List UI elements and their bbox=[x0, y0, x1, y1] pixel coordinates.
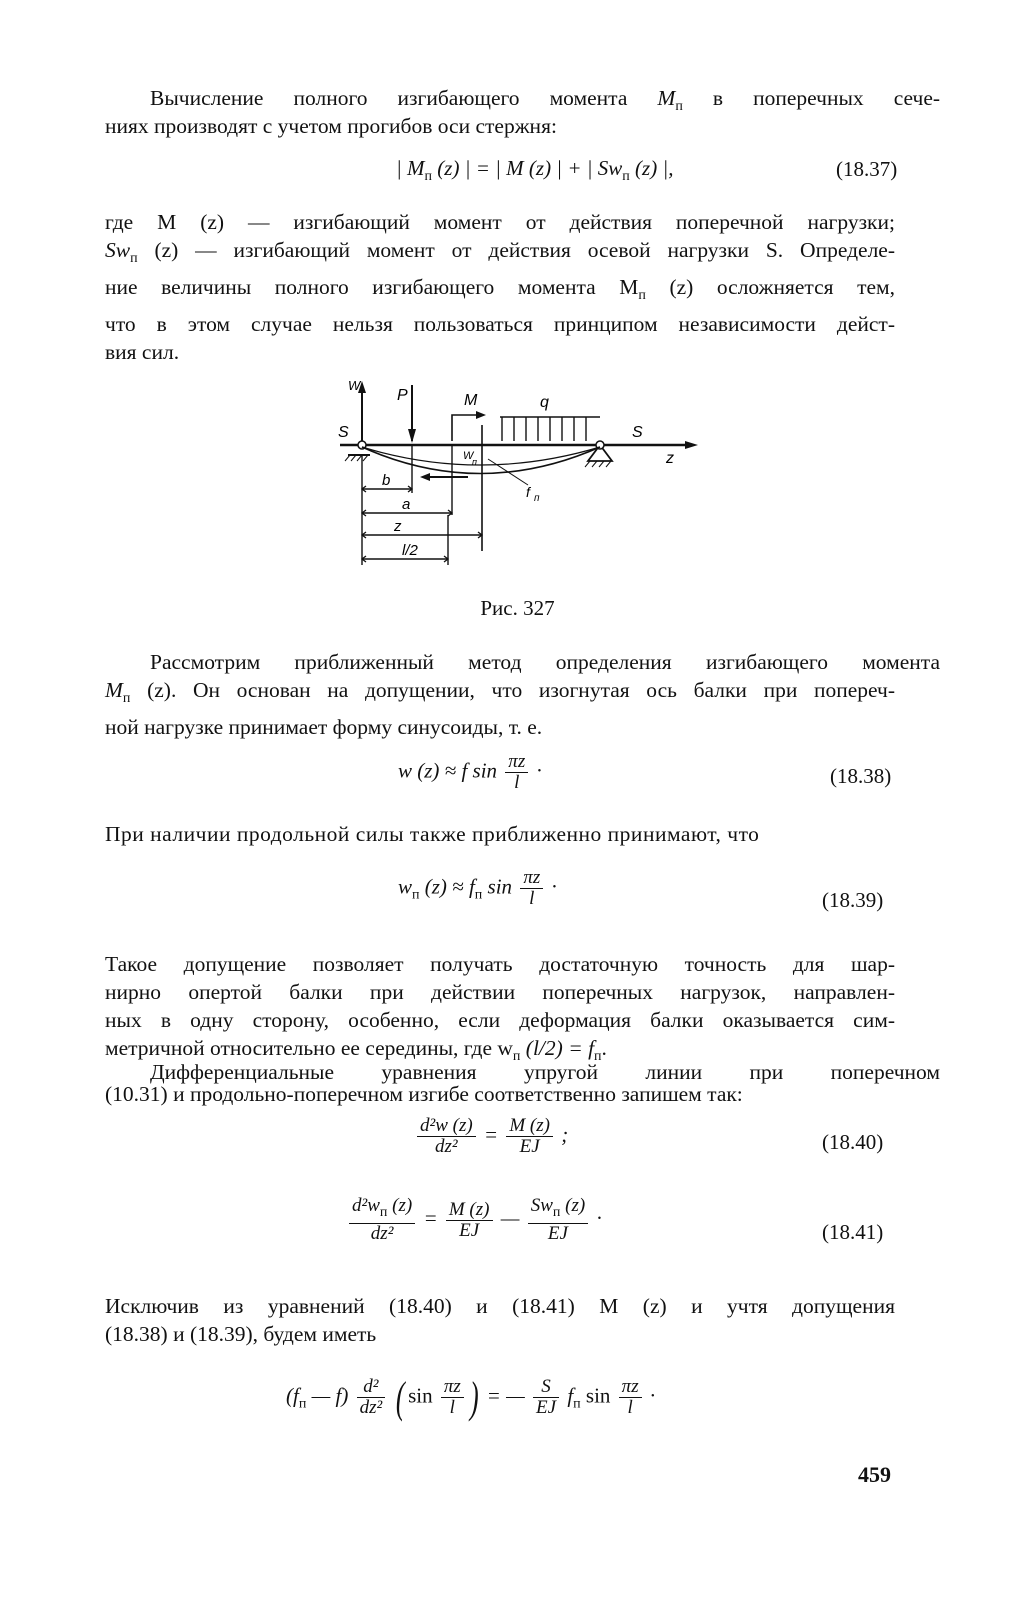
numerator: πz bbox=[441, 1377, 464, 1398]
subscript: п bbox=[573, 1396, 581, 1412]
numerator: S bbox=[533, 1377, 559, 1398]
denominator: l bbox=[529, 888, 535, 909]
symbol-M: M bbox=[657, 86, 676, 110]
subscript: п bbox=[638, 288, 646, 303]
arrow-head bbox=[420, 473, 430, 481]
label-fn: f bbox=[526, 484, 530, 500]
eq-part: · bbox=[551, 874, 557, 899]
paragraph-1-cont bbox=[105, 112, 895, 140]
fraction bbox=[446, 1200, 493, 1241]
fraction bbox=[528, 1196, 589, 1244]
text-line: (l/2) = f bbox=[525, 1036, 595, 1060]
label-b: b bbox=[382, 472, 391, 489]
equation-18-37 bbox=[396, 156, 673, 185]
numerator bbox=[349, 1196, 415, 1224]
fraction bbox=[505, 752, 528, 793]
eq-part: ; bbox=[561, 1122, 569, 1147]
right-paren: ) bbox=[469, 1373, 479, 1422]
text-line: Дифференциальные уравнения упругой линии при поперечном bbox=[150, 1060, 940, 1084]
equation-18-40 bbox=[414, 1116, 568, 1157]
label-a: a bbox=[402, 496, 411, 513]
deflection-curve-2 bbox=[362, 447, 600, 465]
fraction bbox=[349, 1196, 415, 1244]
subscript: п bbox=[622, 169, 630, 184]
moment-m bbox=[452, 415, 480, 441]
subscript: п bbox=[379, 1205, 388, 1220]
equation-final bbox=[286, 1372, 655, 1423]
text-line: При наличии продольной силы также приближенно принимают, что bbox=[105, 822, 760, 846]
subscript: п bbox=[412, 887, 420, 903]
numerator: πz bbox=[619, 1377, 642, 1398]
eq-part: f bbox=[567, 1383, 574, 1408]
eq-part: (z) ≈ f bbox=[424, 874, 475, 899]
label-p: P bbox=[397, 387, 408, 404]
numerator: d²w (z) bbox=[417, 1116, 476, 1137]
eq-part: — bbox=[500, 1205, 520, 1230]
eq-part: sin bbox=[487, 874, 513, 899]
text-line: вия сил. bbox=[105, 340, 180, 364]
eq-part: (z) | = | M (z) | + | Sw bbox=[437, 156, 623, 180]
eq-part: — f) bbox=[311, 1383, 349, 1408]
fraction bbox=[506, 1116, 553, 1157]
fraction bbox=[441, 1377, 464, 1418]
subscript: п bbox=[594, 1049, 602, 1064]
eq-part: (f bbox=[286, 1383, 299, 1408]
eq-part: d²w bbox=[352, 1195, 380, 1216]
axis-arrow bbox=[685, 441, 698, 449]
denominator: l bbox=[627, 1397, 633, 1418]
text-line: . bbox=[601, 1036, 607, 1060]
label-l2: l/2 bbox=[402, 542, 418, 559]
denominator: l bbox=[449, 1397, 455, 1418]
subscript: п bbox=[122, 691, 131, 706]
beam-diagram bbox=[330, 375, 700, 585]
eq-part: (z) bbox=[565, 1195, 586, 1216]
paragraph-4 bbox=[105, 820, 895, 848]
equation-number: (18.37) bbox=[836, 157, 898, 181]
paragraph-7 bbox=[105, 1292, 895, 1348]
eq-part: sin bbox=[408, 1383, 433, 1408]
equation-18-38 bbox=[398, 752, 542, 793]
load-arrows bbox=[502, 417, 586, 441]
fraction bbox=[533, 1377, 559, 1418]
eq-part: w (z) ≈ f sin bbox=[398, 758, 498, 783]
text-line: ниях производят с учетом прогибов оси стержня: bbox=[105, 114, 557, 138]
subscript: п bbox=[298, 1396, 307, 1412]
label-wn-sub: п bbox=[472, 457, 477, 467]
numerator: M (z) bbox=[446, 1200, 493, 1221]
label-z-axis: z bbox=[666, 450, 674, 467]
paragraph-3 bbox=[105, 648, 940, 676]
page-number: 459 bbox=[858, 1462, 891, 1487]
fraction bbox=[357, 1377, 386, 1418]
eq-part: = bbox=[483, 1122, 499, 1147]
label-w: W bbox=[348, 378, 361, 393]
subscript: п bbox=[474, 887, 483, 903]
force-p-arrow bbox=[408, 429, 416, 443]
equation-18-41 bbox=[346, 1196, 602, 1244]
label-fn-sub: п bbox=[534, 493, 540, 504]
eq-part: (z) |, bbox=[635, 156, 674, 180]
eq-part: = — bbox=[486, 1383, 525, 1408]
equation-number: (18.41) bbox=[822, 1220, 884, 1244]
fraction bbox=[417, 1116, 476, 1157]
equation-number: (18.39) bbox=[822, 888, 884, 912]
subscript: п bbox=[130, 251, 138, 266]
label-m: M bbox=[464, 392, 478, 409]
deflection-curve-1 bbox=[362, 447, 600, 474]
text-line: Исключив из уравнений (18.40) и (18.41) M (z) и учтя допущения bbox=[105, 1294, 895, 1318]
eq-part: Sw bbox=[530, 1195, 553, 1216]
eq-part: · bbox=[536, 758, 542, 783]
numerator: πz bbox=[520, 868, 543, 889]
numerator: πz bbox=[505, 752, 528, 773]
eq-part: (z) bbox=[392, 1195, 413, 1216]
eq-part: w bbox=[398, 874, 413, 899]
eq-part: | M bbox=[396, 156, 425, 180]
eq-part: · bbox=[649, 1383, 656, 1408]
symbol: Sw bbox=[105, 238, 131, 262]
moment-arrow bbox=[476, 411, 486, 419]
equation-number: (18.40) bbox=[822, 1130, 884, 1154]
denominator: dz² bbox=[370, 1223, 394, 1244]
equation-number: (18.38) bbox=[830, 764, 892, 788]
numerator: d² bbox=[357, 1377, 386, 1398]
denominator: dz² bbox=[359, 1397, 383, 1418]
numerator bbox=[528, 1196, 589, 1224]
denominator: EJ bbox=[547, 1223, 568, 1244]
label-s-left: S bbox=[338, 424, 349, 441]
text-line: Вычисление полного изгибающего момента bbox=[150, 86, 628, 110]
text-line: нирно опертой балки при действии поперечных нагрузок, направлен- bbox=[105, 980, 895, 1004]
text-line: (z). Он основан на допущении, что изогнутая ось балки при попереч- bbox=[147, 678, 896, 702]
label-q: q bbox=[540, 394, 549, 411]
dim-arrows bbox=[362, 486, 482, 562]
numerator: M (z) bbox=[506, 1116, 553, 1137]
subscript: п bbox=[675, 99, 683, 114]
subscript: п bbox=[424, 169, 433, 184]
symbol: M bbox=[105, 678, 123, 702]
left-paren: ( bbox=[396, 1373, 406, 1422]
denominator: EJ bbox=[536, 1397, 557, 1418]
text-line: метричной относительно ее середины, где w bbox=[105, 1036, 513, 1060]
denominator: EJ bbox=[519, 1136, 540, 1157]
equation-18-39 bbox=[398, 868, 557, 909]
text-line: где M (z) — изгибающий момент от действия поперечной нагрузки; bbox=[105, 210, 895, 234]
label-wn: W bbox=[463, 450, 474, 462]
fraction bbox=[520, 868, 543, 909]
paragraph-6-cont bbox=[105, 1080, 895, 1108]
eq-part: · bbox=[596, 1205, 602, 1230]
denominator: EJ bbox=[459, 1219, 480, 1241]
subscript: п bbox=[552, 1205, 561, 1220]
text-line: (18.38) и (18.39), будем иметь bbox=[105, 1322, 377, 1346]
paragraph-5 bbox=[105, 950, 895, 1071]
eq-part: = bbox=[423, 1205, 438, 1230]
eq-part: sin bbox=[585, 1383, 611, 1408]
text-line: что в этом случае нельзя пользоваться принципом независимости дейст- bbox=[105, 312, 895, 336]
figure-caption: Рис. 327 bbox=[480, 596, 555, 620]
label-z: z bbox=[394, 518, 402, 535]
text-line: (z) — изгибающий момент от действия осевой нагрузки S. Определе- bbox=[154, 238, 895, 262]
text-line: ных в одну сторону, особенно, если деформация балки оказывается сим- bbox=[105, 1008, 895, 1032]
denominator: l bbox=[514, 772, 520, 793]
text-line: Такое допущение позволяет получать достаточную точность для шар- bbox=[105, 952, 895, 976]
paragraph-3-cont bbox=[105, 676, 895, 741]
subscript: п bbox=[512, 1049, 521, 1064]
text-line: в поперечных сече- bbox=[712, 86, 941, 110]
label-s-right: S bbox=[632, 424, 643, 441]
denominator: dz² bbox=[435, 1136, 458, 1157]
text-line: ной нагрузке принимает форму синусоиды, т. е. bbox=[105, 715, 543, 739]
text-line: (z) осложняется тем, bbox=[669, 275, 896, 299]
fraction bbox=[619, 1377, 642, 1418]
text-line: Рассмотрим приближенный метод определения изгибающего момента bbox=[150, 650, 940, 674]
paragraph-2 bbox=[105, 208, 895, 366]
text-line: (10.31) и продольно-поперечном изгибе соответственно запишем так: bbox=[105, 1082, 743, 1106]
text-line: ние величины полного изгибающего момента M bbox=[105, 275, 639, 299]
